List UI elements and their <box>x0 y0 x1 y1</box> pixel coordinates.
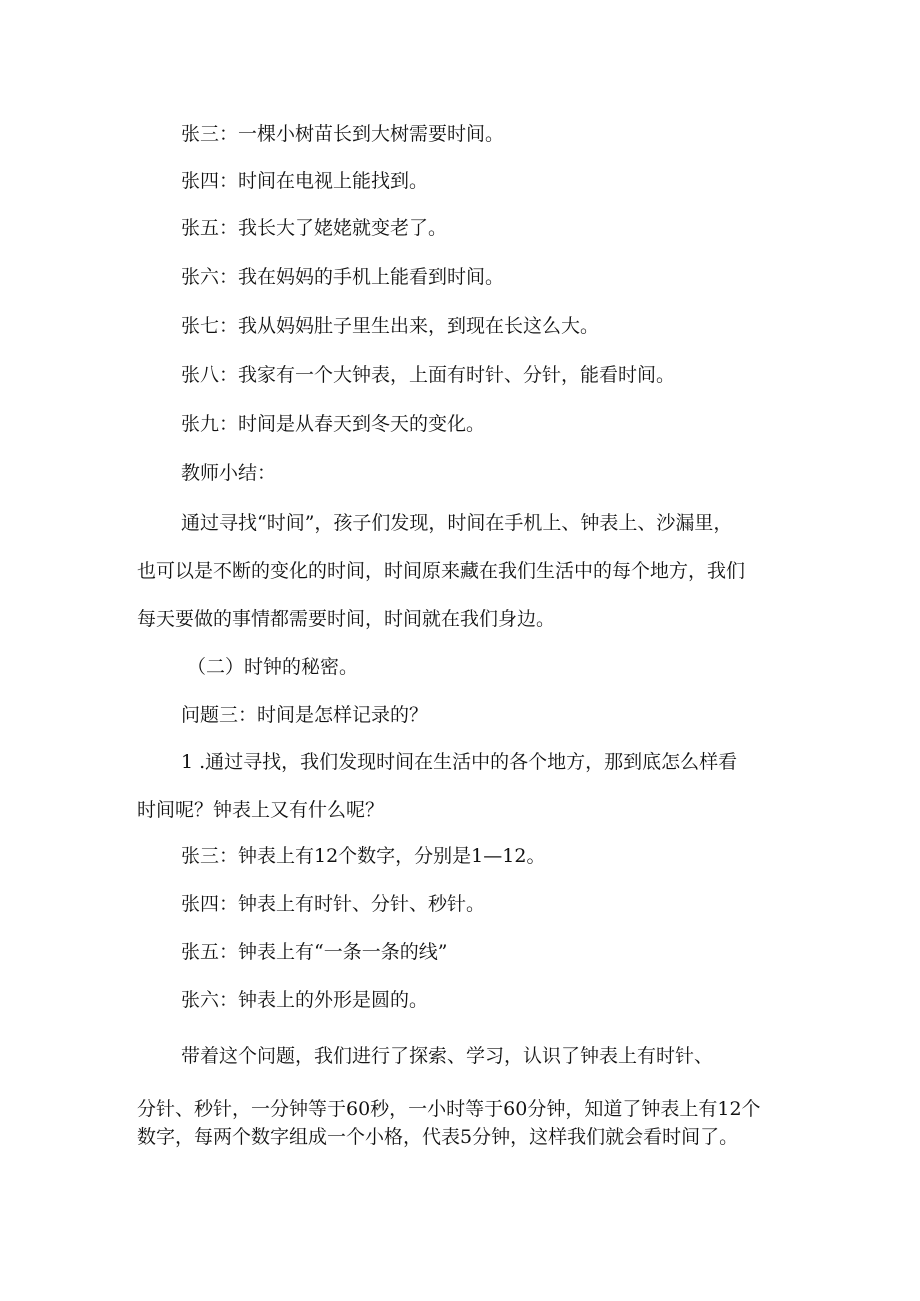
answer-line: 张四：钟表上有时针、分针、秒针。 <box>181 893 486 915</box>
conclusion-line: 带着这个问题，我们进行了探索、学习，认识了钟表上有时针、 <box>181 1045 714 1067</box>
dialogue-line: 张四：时间在电视上能找到。 <box>181 170 429 192</box>
dialogue-line: 张九：时间是从春天到冬天的变化。 <box>181 413 486 435</box>
summary-line: 也可以是不断的变化的时间，时间原来藏在我们生活中的每个地方，我们 <box>137 560 746 582</box>
conclusion-line: 数字，每两个数字组成一个小格，代表5分钟，这样我们就会看时间了。 <box>137 1126 739 1148</box>
dialogue-line: 张三：一棵小树苗长到大树需要时间。 <box>181 123 505 145</box>
dialogue-line: 张七：我从妈妈肚子里生出来，到现在长这么大。 <box>181 315 600 337</box>
question-line: 时间呢？钟表上又有什么呢？ <box>137 799 385 821</box>
dialogue-line: 张五：我长大了姥姥就变老了。 <box>181 217 448 239</box>
answer-line: 张五：钟表上有“一条一条的线” <box>181 941 448 963</box>
question-heading: 问题三：时间是怎样记录的？ <box>181 704 429 726</box>
answer-line: 张三：钟表上有12个数字，分别是1—12。 <box>181 845 546 867</box>
dialogue-line: 张八：我家有一个大钟表，上面有时针、分针，能看时间。 <box>181 364 676 386</box>
summary-line: 通过寻找“时间”，孩子们发现，时间在手机上、钟表上、沙漏里， <box>181 512 733 534</box>
summary-heading: 教师小结： <box>181 462 277 484</box>
dialogue-line: 张六：我在妈妈的手机上能看到时间。 <box>181 266 505 288</box>
summary-line: 每天要做的事情都需要时间，时间就在我们身边。 <box>137 608 556 630</box>
conclusion-line: 分针、秒针，一分钟等于60秒，一小时等于60分钟，知道了钟表上有12个 <box>137 1098 761 1120</box>
answer-line: 张六：钟表上的外形是圆的。 <box>181 989 429 1011</box>
section-heading: （二）时钟的秘密。 <box>187 656 359 678</box>
question-line: 1 .通过寻找，我们发现时间在生活中的各个地方，那到底怎么样看 <box>181 751 738 773</box>
